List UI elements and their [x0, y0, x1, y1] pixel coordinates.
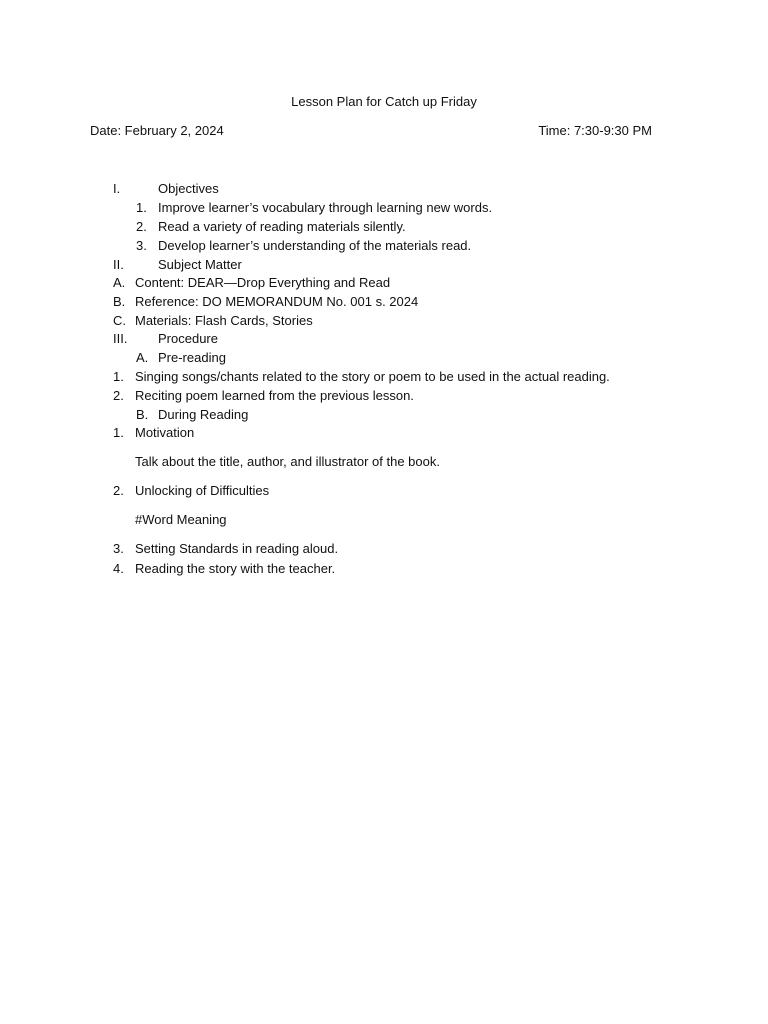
outline-marker: 2. [136, 219, 147, 234]
outline-text: Read a variety of reading materials silently. [158, 219, 406, 234]
outline-marker: II. [113, 257, 124, 272]
outline-marker: 2. [113, 388, 124, 403]
outline-text: Objectives [158, 181, 219, 196]
outline-marker: C. [113, 313, 126, 328]
outline-text: Reading the story with the teacher. [135, 561, 336, 576]
document-date: Date: February 2, 2024 [90, 123, 224, 138]
outline-text: Motivation [135, 425, 195, 440]
outline-text: Improve learner’s vocabulary through learning new words. [158, 200, 493, 215]
outline-marker: 1. [136, 200, 147, 215]
outline-text: During Reading [158, 407, 249, 422]
outline-text: Unlocking of Difficulties [135, 483, 270, 498]
document-time: Time: 7:30-9:30 PM [538, 123, 652, 138]
outline-marker: B. [113, 294, 126, 309]
outline-marker: 1. [113, 425, 124, 440]
outline-text: Talk about the title, author, and illustrator of the book. [135, 454, 440, 469]
outline-text: #Word Meaning [135, 512, 227, 527]
outline-marker: 2. [113, 483, 124, 498]
outline-marker: 3. [136, 238, 147, 253]
outline-text: Materials: Flash Cards, Stories [135, 313, 313, 328]
outline-text: Singing songs/chants related to the story or poem to be used in the actual reading. [135, 369, 610, 384]
outline-marker: III. [113, 331, 128, 346]
outline-marker: I. [113, 181, 121, 196]
outline-text: Subject Matter [158, 257, 242, 272]
document-title: Lesson Plan for Catch up Friday [291, 94, 477, 109]
outline-text: Develop learner’s understanding of the materials read. [158, 238, 472, 253]
outline-text: Reciting poem learned from the previous lesson. [135, 388, 414, 403]
outline-marker: B. [136, 407, 149, 422]
outline-text: Procedure [158, 331, 218, 346]
outline-marker: A. [136, 350, 149, 365]
outline-text: Pre-reading [158, 350, 226, 365]
outline-text: Content: DEAR—Drop Everything and Read [135, 275, 391, 290]
outline-text: Reference: DO MEMORANDUM No. 001 s. 2024 [135, 294, 419, 309]
outline-marker: 4. [113, 561, 124, 576]
outline-text: Setting Standards in reading aloud. [135, 541, 339, 556]
outline-marker: 1. [113, 369, 124, 384]
outline-marker: 3. [113, 541, 124, 556]
outline-marker: A. [113, 275, 126, 290]
